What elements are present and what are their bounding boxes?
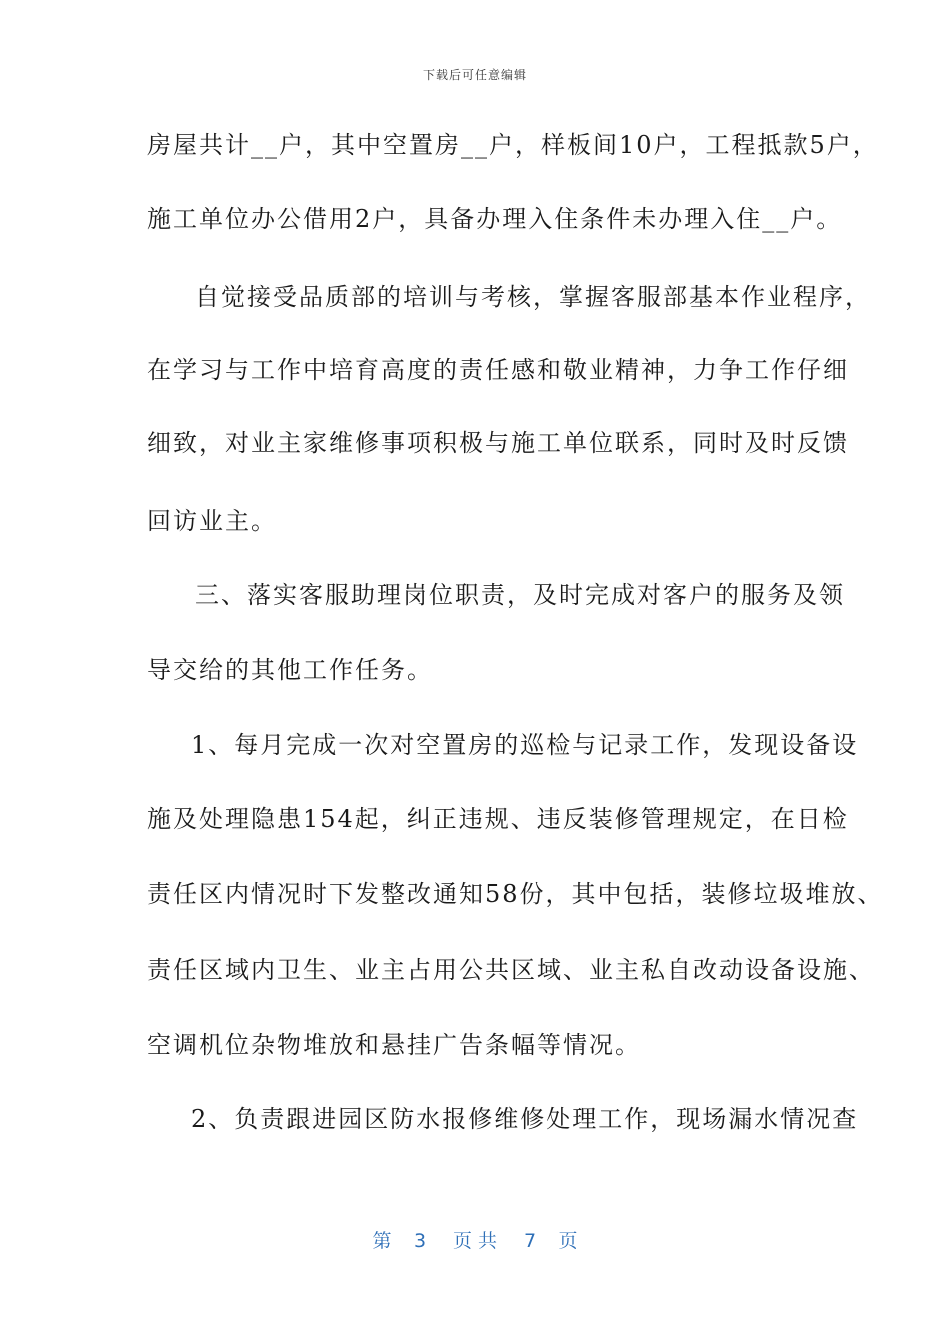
footer-suffix: 页 [558,1230,578,1252]
footer-prefix: 第 [372,1230,392,1252]
body-line: 责任区内情况时下发整改通知58份，其中包括，装修垃圾堆放、 [147,880,884,908]
body-line: 施工单位办公借用2户，具备办理入住条件未办理入住__户。 [147,205,843,233]
body-line: 回访业主。 [147,507,277,535]
body-line: 2、负责跟进园区防水报修维修处理工作，现场漏水情况查 [191,1105,859,1133]
total-pages-number: 7 [523,1230,537,1252]
body-line: 在学习与工作中培育高度的责任感和敬业精神，力争工作仔细 [147,356,849,384]
body-line: 导交给的其他工作任务。 [147,656,433,684]
body-line: 三、落实客服助理岗位职责，及时完成对客户的服务及领 [195,581,845,609]
current-page-number: 3 [413,1230,427,1252]
body-line: 空调机位杂物堆放和悬挂广告条幅等情况。 [147,1031,641,1059]
body-line: 房屋共计__户，其中空置房__户，样板间10户，工程抵款5户， [147,131,879,159]
footer-middle: 页 共 [452,1230,498,1252]
page-footer [0,1226,950,1253]
header-note: 下载后可任意编辑 [422,68,527,82]
body-line: 细致，对业主家维修事项积极与施工单位联系，同时及时反馈 [147,429,849,457]
body-line: 责任区域内卫生、业主占用公共区域、业主私自改动设备设施、 [147,956,875,984]
body-line: 1、每月完成一次对空置房的巡检与记录工作，发现设备设 [191,731,859,759]
body-line: 施及处理隐患154起，纠正违规、违反装修管理规定，在日检 [147,805,849,833]
body-line: 自觉接受品质部的培训与考核，掌握客服部基本作业程序， [195,283,871,311]
